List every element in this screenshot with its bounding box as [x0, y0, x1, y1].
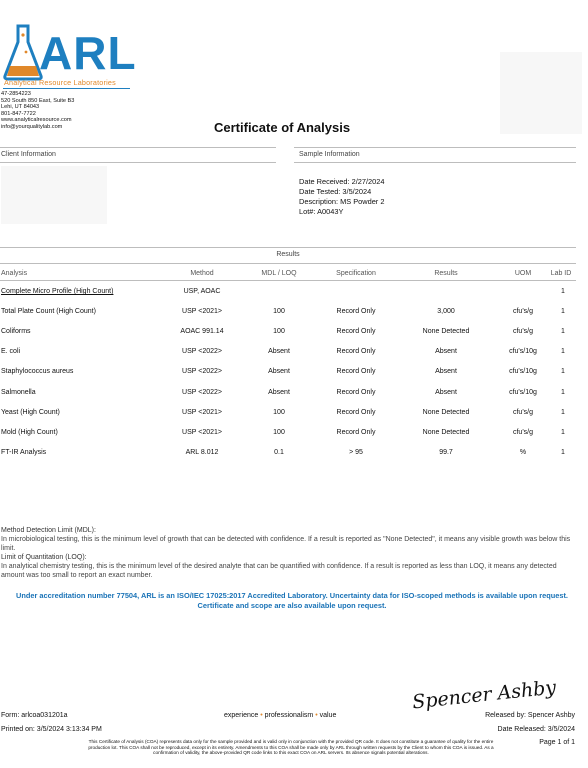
- cell-specification: Record Only: [336, 348, 376, 355]
- loq-note-text: In analytical chemistry testing, this is the minimum level of the desired analyte that can be quantified with confidence. If a result is reported as less than LOQ, it means any detected amount was too small to report an exact number.: [1, 563, 557, 579]
- notes-section: [1, 526, 577, 580]
- cell-uom: cfu's/10g: [509, 368, 537, 375]
- cell-mdl-loq: 100: [273, 409, 285, 416]
- page-number: Page 1 of 1: [539, 739, 575, 746]
- cell-method: USP <2022>: [182, 368, 222, 375]
- cell-specification: Record Only: [336, 409, 376, 416]
- cell-result: 99.7: [439, 449, 453, 456]
- mdl-note-text: In microbiological testing, this is the minimum level of growth that can be detected with confidence. If a result is reported as "None Detected", it means any visible growth was below this limit.: [1, 536, 571, 552]
- cell-result: Absent: [435, 368, 457, 375]
- cell-specification: Record Only: [336, 389, 376, 396]
- cell-analysis: Staphylococcus aureus: [1, 368, 74, 375]
- address-line: 520 South 850 East, Suite B3: [1, 97, 75, 104]
- address-line: info@yourqualitylab.com: [1, 123, 63, 130]
- logo-subtitle: Analytical Resource Laboratories: [4, 78, 116, 87]
- cell-uom: cfu's/g: [512, 308, 534, 315]
- address-line: 801-847-7722: [1, 110, 36, 117]
- printed-on: Printed on: 3/5/2024 3:13:34 PM: [1, 726, 102, 733]
- cell-mdl-loq: 100: [273, 308, 285, 315]
- tagline: [224, 712, 336, 719]
- address-line: Lehi, UT 84043: [1, 104, 40, 111]
- cell-uom: cfu's/g: [512, 409, 534, 416]
- cell-analysis: Mold (High Count): [1, 429, 58, 436]
- date-released: Date Released: 3/5/2024: [497, 726, 575, 733]
- accreditation-statement: Under accreditation number 77504, ARL is an ISO/IEC 17025:2017 Accredited Laboratory. Uncertainty data for ISO-scoped methods is available upon request. Certificate and scope are also available upon request.: [15, 591, 568, 610]
- col-lab-id: Lab ID: [550, 270, 572, 277]
- qr-code-area: [500, 52, 582, 134]
- sample-info-heading: Sample Information: [299, 151, 360, 158]
- cell-lab-id: 1: [561, 348, 565, 355]
- cell-specification: Record Only: [336, 429, 376, 436]
- cell-method: USP <2021>: [182, 429, 222, 436]
- cell-analysis: Yeast (High Count): [1, 409, 60, 416]
- signature: Spencer Ashby: [411, 676, 558, 714]
- disclaimer: This Certificate of Analysis (COA) represents data only for the sample provided and is valid only in conjunction with the provided QR code. It does not constitute a guarantee of quality for the entire production lot. This COA shall not be reproduced, except in its entirety. Amendments to this COA shall be made only by ARL through written requests by the Client to whom this COA is issued. As a confirmation of validity, the above-provided QR code links to this exact COA on ARL servers. Its absence signals potential alterations.: [88, 739, 494, 756]
- cell-lab-id: 1: [561, 409, 565, 416]
- cell-mdl-loq: 100: [273, 429, 285, 436]
- tagline-value: value: [319, 712, 337, 719]
- col-uom: UOM: [514, 270, 532, 277]
- flask-icon: [3, 22, 43, 82]
- lab-logo: [3, 18, 137, 88]
- cell-method: ARL 8.012: [185, 449, 219, 456]
- lab-address: [1, 91, 74, 131]
- document-title: Certificate of Analysis: [214, 120, 351, 135]
- cell-specification: > 95: [349, 449, 363, 456]
- cell-result: 3,000: [437, 308, 455, 315]
- cell-uom: %: [519, 449, 527, 456]
- form-id: Form: arlcoa031201a: [1, 712, 68, 719]
- tagline-professionalism: professionalism: [264, 712, 314, 719]
- client-info-heading: Client Information: [1, 151, 56, 158]
- cell-analysis: FT-IR Analysis: [1, 449, 47, 456]
- cell-result: None Detected: [422, 409, 470, 416]
- cell-lab-id: 1: [561, 288, 565, 295]
- sample-description: Description: MS Powder 2: [299, 197, 385, 206]
- cell-lab-id: 1: [561, 389, 565, 396]
- cell-mdl-loq: 0.1: [274, 449, 284, 456]
- tagline-experience: experience: [224, 712, 259, 719]
- cell-uom: cfu's/10g: [509, 348, 537, 355]
- cell-lab-id: 1: [561, 328, 565, 335]
- tagline-bullet: •: [315, 712, 318, 719]
- col-method: Method: [190, 270, 214, 277]
- col-analysis: Analysis: [1, 270, 28, 277]
- cell-mdl-loq: Absent: [268, 389, 290, 396]
- cell-mdl-loq: 100: [273, 328, 285, 335]
- cell-analysis: E. coli: [1, 348, 21, 355]
- cell-mdl-loq: Absent: [268, 348, 290, 355]
- cell-result: None Detected: [422, 429, 470, 436]
- tagline-bullet: •: [260, 712, 263, 719]
- cell-specification: Record Only: [336, 328, 376, 335]
- client-info-block: [1, 166, 107, 224]
- cell-result: Absent: [435, 389, 457, 396]
- cell-uom: cfu's/g: [512, 429, 534, 436]
- col-results: Results: [434, 270, 458, 277]
- date-tested: Date Tested: 3/5/2024: [299, 187, 372, 196]
- results-heading: Results: [276, 251, 300, 258]
- cell-method: USP <2022>: [182, 389, 222, 396]
- released-by: Released by: Spencer Ashby: [485, 712, 575, 719]
- sample-info-details: [299, 177, 384, 217]
- lot-number: Lot#: A0043Y: [299, 207, 344, 216]
- mdl-note-title: Method Detection Limit (MDL):: [1, 527, 96, 534]
- cell-specification: Record Only: [336, 368, 376, 375]
- logo-text: ARL: [39, 27, 137, 79]
- cell-lab-id: 1: [561, 308, 565, 315]
- cell-lab-id: 1: [561, 368, 565, 375]
- cell-result: None Detected: [422, 328, 470, 335]
- address-line: www.analyticalresource.com: [1, 117, 72, 124]
- cell-analysis: Coliforms: [1, 328, 31, 335]
- cell-result: Absent: [435, 348, 457, 355]
- address-line: 47-2854223: [1, 91, 31, 97]
- cell-analysis: Complete Micro Profile (High Count): [1, 288, 114, 295]
- cell-lab-id: 1: [561, 449, 565, 456]
- cell-lab-id: 1: [561, 429, 565, 436]
- cell-specification: Record Only: [336, 308, 376, 315]
- cell-method: USP <2022>: [182, 348, 222, 355]
- cell-uom: cfu's/g: [512, 328, 534, 335]
- col-specification: Specification: [336, 270, 376, 277]
- cell-analysis: Salmonella: [1, 389, 36, 396]
- logo-underline: [3, 88, 130, 89]
- cell-method: USP <2021>: [182, 308, 222, 315]
- loq-note-title: Limit of Quantitation (LOQ):: [1, 554, 87, 561]
- cell-method: AOAC 991.14: [180, 328, 224, 335]
- date-received: Date Received: 2/27/2024: [299, 177, 385, 186]
- cell-method: USP, AOAC: [183, 288, 221, 295]
- cell-analysis: Total Plate Count (High Count): [1, 308, 96, 315]
- cell-uom: cfu's/10g: [509, 389, 537, 396]
- cell-mdl-loq: Absent: [268, 368, 290, 375]
- cell-method: USP <2021>: [182, 409, 222, 416]
- col-mdl-loq: MDL / LOQ: [261, 270, 297, 277]
